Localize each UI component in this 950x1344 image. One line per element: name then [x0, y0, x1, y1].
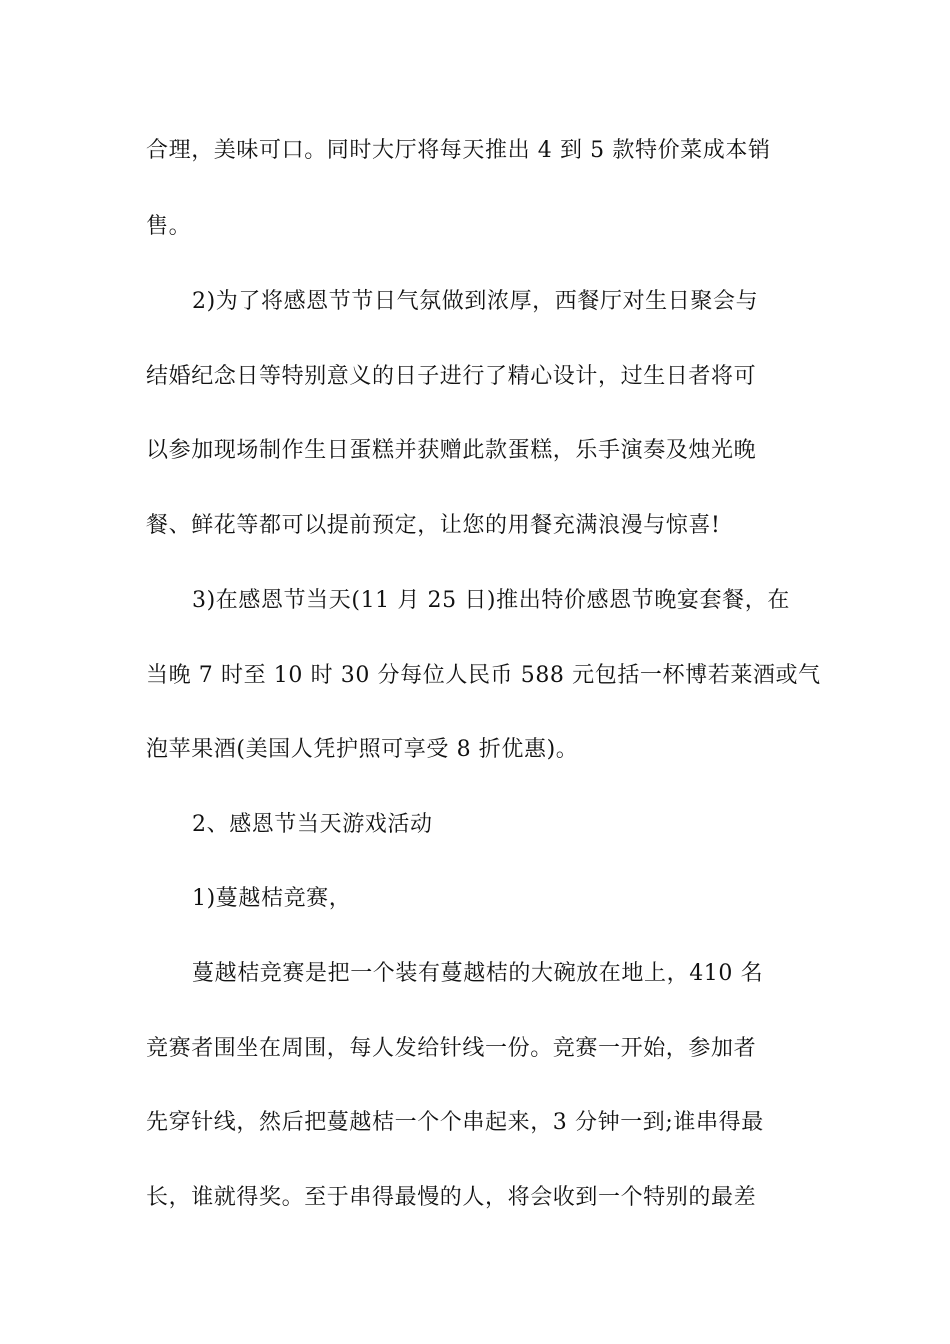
text-line: 3)在感恩节当天(11 月 25 日)推出特价感恩节晚宴套餐，在 [192, 588, 790, 613]
text-line: 先穿针线，然后把蔓越桔一个个串起来，3 分钟一到;谁串得最 [146, 1110, 764, 1135]
text-line: 长，谁就得奖。至于串得最慢的人，将会收到一个特别的最差 [146, 1185, 757, 1210]
text-line: 2)为了将感恩节节日气氛做到浓厚，西餐厅对生日聚会与 [192, 289, 759, 314]
section-heading: 2、感恩节当天游戏活动 [192, 812, 433, 837]
text-line: 结婚纪念日等特别意义的日子进行了精心设计，过生日者将可 [146, 364, 757, 389]
text-line: 竞赛者围坐在周围，每人发给针线一份。竞赛一开始，参加者 [146, 1036, 757, 1061]
text-line: 蔓越桔竞赛是把一个装有蔓越桔的大碗放在地上，410 名 [192, 961, 764, 986]
text-line: 合理，美味可口。同时大厅将每天推出 4 到 5 款特价菜成本销 [146, 138, 771, 163]
text-line: 售。 [146, 214, 192, 239]
text-line: 当晚 7 时至 10 时 30 分每位人民币 588 元包括一杯博若莱酒或气 [146, 663, 821, 688]
text-line: 泡苹果酒(美国人凭护照可享受 8 折优惠)。 [146, 737, 579, 762]
text-line: 餐、鲜花等都可以提前预定，让您的用餐充满浪漫与惊喜! [146, 513, 721, 538]
subsection-heading: 1)蔓越桔竞赛， [192, 886, 352, 911]
text-line: 以参加现场制作生日蛋糕并获赠此款蛋糕，乐手演奏及烛光晚 [146, 438, 757, 463]
